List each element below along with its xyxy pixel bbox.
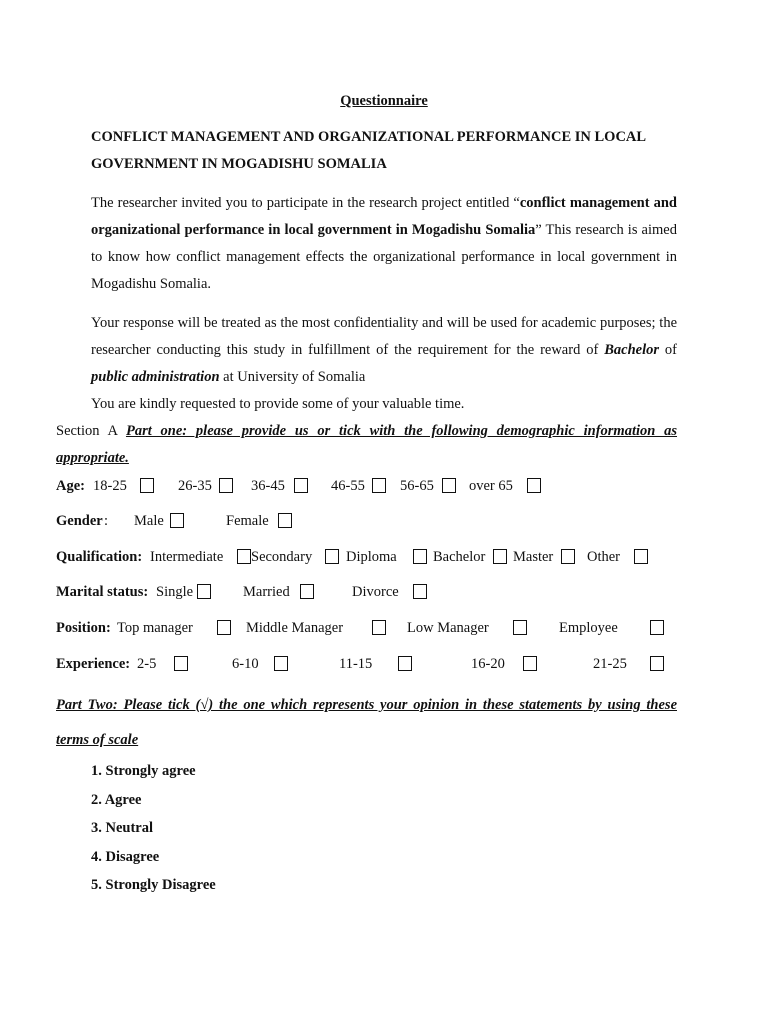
position-low-manager-checkbox[interactable] (513, 620, 527, 635)
age-option-label: 36-45 (251, 478, 285, 494)
gender-male-checkbox[interactable] (170, 513, 184, 528)
marital-single-checkbox[interactable] (197, 584, 211, 599)
qualification-row (56, 545, 696, 569)
experience-option-label: 16-20 (471, 656, 505, 672)
position-middle-manager-checkbox[interactable] (372, 620, 386, 635)
gender-label: Gender (56, 513, 103, 529)
qualification-option-label: Master (513, 549, 554, 565)
qualification-diploma-checkbox[interactable] (413, 549, 427, 564)
qualification-master-checkbox[interactable] (561, 549, 575, 564)
qualification-other-checkbox[interactable] (634, 549, 648, 564)
scale-item: 3. Neutral (91, 820, 154, 836)
experience-option-label: 11-15 (339, 656, 373, 672)
intro-paragraph-1 (91, 190, 677, 298)
scale-item: 5. Strongly Disagree (91, 877, 216, 893)
marital-option-label: Divorce (352, 584, 399, 600)
scale-item: 2. Agree (91, 791, 142, 808)
age-over-65-checkbox[interactable] (527, 478, 541, 493)
qualification-option-label: Diploma (346, 549, 397, 565)
qualification-option-label: Bachelor (433, 549, 486, 565)
age-option-label: 18-25 (93, 478, 127, 494)
experience-option-label: 2-5 (137, 656, 157, 672)
gender-option-label: Female (226, 513, 269, 529)
intro-text: ” This research is aimed to know how conflict management effects the organizational performance in local government in Mogadishu Somalia. (91, 222, 677, 292)
gender-female-checkbox[interactable] (278, 513, 292, 528)
position-employee-checkbox[interactable] (650, 620, 664, 635)
intro-text: at University of Somalia (219, 369, 366, 385)
qualification-intermediate-checkbox[interactable] (237, 549, 251, 564)
position-row (56, 616, 696, 640)
age-label: Age: (56, 478, 85, 494)
rating-scale-list (91, 757, 216, 900)
qualification-option-label: Other (587, 549, 621, 565)
program-name: public administration (91, 369, 220, 385)
qualification-label: Qualification: (56, 549, 143, 565)
degree-name: Bachelor (604, 342, 659, 358)
qualification-secondary-checkbox[interactable] (325, 549, 339, 564)
scale-item: 4. Disagree (91, 848, 160, 865)
gender-option-label: Male (134, 513, 164, 529)
marital-status-label: Marital status: (56, 584, 149, 600)
intro-paragraph-3: You are kindly requested to provide some of your valuable time. (91, 396, 465, 412)
gender-row (56, 509, 696, 533)
position-label: Position: (56, 620, 111, 636)
marital-option-label: Single (156, 584, 194, 600)
intro-paragraph-2 (91, 310, 677, 391)
age-26-35-checkbox[interactable] (219, 478, 233, 493)
age-row (56, 474, 696, 498)
experience-16-20-checkbox[interactable] (523, 656, 537, 671)
experience-21-25-checkbox[interactable] (650, 656, 664, 671)
intro-text: Your response will be treated as the most confidentiality and will be used for academic purposes; the researcher conducting this study in fulfillment of the requirement for the reward of (91, 315, 677, 358)
age-option-label: 46-55 (331, 478, 365, 494)
age-option-label: 26-35 (178, 478, 212, 494)
qualification-option-label: Secondary (251, 549, 313, 565)
qualification-option-label: Intermediate (150, 549, 224, 565)
experience-11-15-checkbox[interactable] (398, 656, 412, 671)
age-36-45-checkbox[interactable] (294, 478, 308, 493)
scale-item: 1. Strongly agree (91, 763, 196, 779)
age-option-label: over 65 (469, 478, 513, 494)
experience-2-5-checkbox[interactable] (174, 656, 188, 671)
part-two-instructions: Part Two: Please tick (√) the one which represents your opinion in these statements by using these terms of scale (56, 697, 677, 748)
experience-row (56, 652, 696, 676)
qualification-bachelor-checkbox[interactable] (493, 549, 507, 564)
position-option-label: Top manager (117, 620, 193, 636)
page-title: Questionnaire (340, 93, 428, 109)
intro-text: The researcher invited you to participate in the research project entitled “ (91, 195, 520, 211)
marital-married-checkbox[interactable] (300, 584, 314, 599)
experience-option-label: 21-25 (593, 656, 627, 672)
age-18-25-checkbox[interactable] (140, 478, 154, 493)
position-option-label: Employee (559, 620, 618, 636)
project-title: conflict management and organizational performance in local government in Mogadishu Somalia (91, 195, 678, 238)
marital-divorce-checkbox[interactable] (413, 584, 427, 599)
intro-text: of (659, 342, 677, 358)
position-option-label: Middle Manager (246, 620, 344, 636)
age-46-55-checkbox[interactable] (372, 478, 386, 493)
section-a-heading (56, 418, 677, 472)
marital-status-row (56, 580, 696, 604)
marital-option-label: Married (243, 584, 290, 600)
position-option-label: Low Manager (407, 620, 489, 636)
age-56-65-checkbox[interactable] (442, 478, 456, 493)
experience-6-10-checkbox[interactable] (274, 656, 288, 671)
gender-colon: : (104, 513, 109, 529)
experience-option-label: 6-10 (232, 656, 259, 672)
age-option-label: 56-65 (400, 478, 434, 494)
section-prefix: Section A (56, 423, 126, 439)
position-top-manager-checkbox[interactable] (217, 620, 231, 635)
questionnaire-heading: CONFLICT MANAGEMENT AND ORGANIZATIONAL PERFORMANCE IN LOCAL GOVERNMENT IN MOGADISHU SOMALIA (91, 129, 646, 172)
section-a-instructions: Part one: please provide us or tick with the following demographic information as appropriate. (56, 423, 678, 466)
experience-label: Experience: (56, 656, 131, 672)
